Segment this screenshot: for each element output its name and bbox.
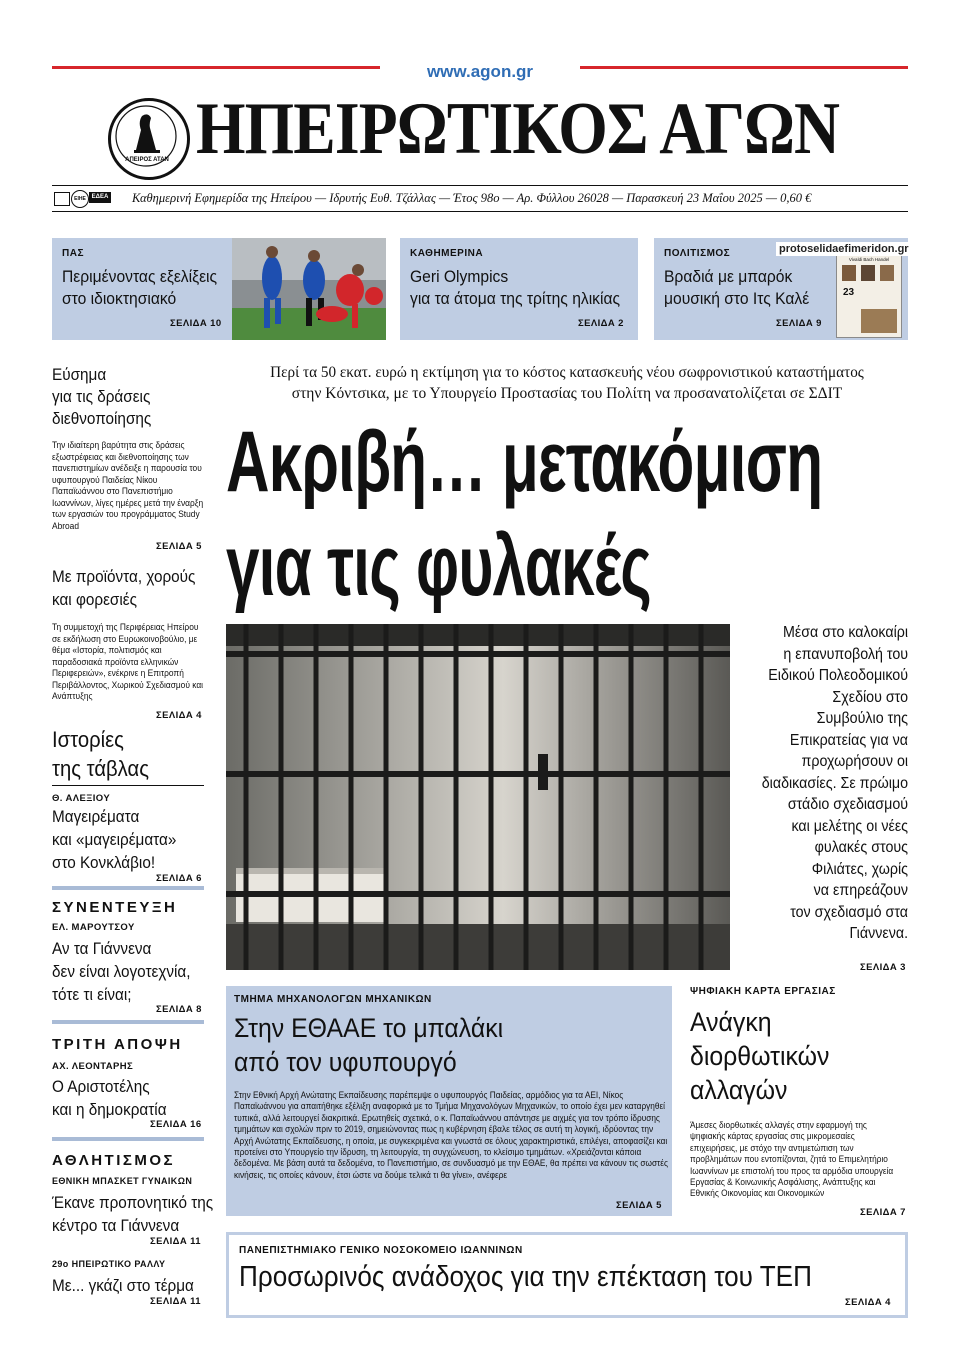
site-url[interactable]: www.agon.gr: [380, 62, 580, 82]
left-s1-head: Εύσημα: [52, 365, 107, 384]
lead-side-line: Μέσα στο καλοκαίρι: [782, 624, 908, 641]
left-rule: [52, 886, 204, 890]
bottom-section: ΠΑΝΕΠΙΣΤΗΜΙΑΚΟ ΓΕΝΙΚΟ ΝΟΣΟΚΟΜΕΙΟ ΙΩΑΝΝΙΝΩΝ: [239, 1245, 523, 1256]
issue-info: Καθημερινή Εφημερίδα της Ηπείρου — Ιδρυτής Ευθ. Τζάλλας — Έτος 98ο — Αρ. Φύλλου 26028 — Παρασκευή 23 Μαΐου 2025 — 0,60 €: [132, 191, 812, 205]
left-s5-title: και η δημοκρατία: [52, 1100, 167, 1119]
left-s4-title: τότε τι είναι;: [52, 985, 132, 1004]
harpsichord-image: [861, 309, 897, 333]
promo-section: ΠΑΣ: [62, 248, 84, 259]
left-s4-section: ΣΥΝΕΝΤΕΥΞΗ: [52, 899, 178, 916]
lead-side-line: Σχεδίου στο: [832, 688, 908, 706]
promo-title-line: μουσική στο Ιτς Καλέ: [664, 289, 810, 308]
masthead-title: ΗΠΕΙΡΩΤΙΚΟΣ ΑΓΩΝ: [196, 88, 840, 170]
lead-side-line: φυλακές στους: [814, 839, 908, 856]
lead-side-line: η επανυποβολή του: [783, 645, 908, 663]
left-s1-page: ΣΕΛΙΔΑ 5: [156, 541, 202, 552]
story-engineering[interactable]: [226, 986, 672, 1216]
promo-box-pas[interactable]: [52, 238, 386, 340]
promo-page: ΣΕΛΙΔΑ 10: [170, 318, 222, 329]
bottom-page: ΣΕΛΙΔΑ 4: [845, 1297, 891, 1308]
seal-logo: [108, 98, 190, 180]
info-rule-top: [52, 185, 908, 186]
left-s7-sub: 29ο ΗΠΕΙΡΩΤΙΚΟ ΡΑΛΛΥ: [52, 1259, 166, 1269]
portrait-vivaldi: [842, 265, 856, 281]
column-title-1: Ιστορίες: [52, 727, 124, 752]
story1-head: Στην ΕΘΑΑΕ το μπαλάκι: [234, 1013, 504, 1043]
lead-side-line: Ειδικού Πολεοδομικού: [768, 667, 908, 684]
story2-page: ΣΕΛΙΔΑ 7: [860, 1207, 906, 1218]
lead-side-line: Φιλιάτες, χωρίς: [811, 860, 908, 878]
promo-page: ΣΕΛΙΔΑ 2: [578, 318, 624, 329]
football-photo: [232, 238, 386, 340]
left-s6-title: κέντρο τα Γιάννενα: [52, 1216, 180, 1235]
lead-side-line: και μελέτης οι νέες: [791, 817, 908, 835]
lead-side-line: Συμβούλιο της: [816, 710, 908, 727]
left-s1-head: για τις δράσεις: [52, 387, 151, 406]
promo-title-line: στο ιδιοκτησιακό: [62, 289, 177, 308]
left-s6-section: ΑΘΛΗΤΙΣΜΟΣ: [52, 1152, 176, 1169]
left-s7-page: ΣΕΛΙΔΑ 11: [150, 1296, 201, 1307]
column-title-2: της τάβλας: [52, 756, 149, 781]
left-s4-author: ΕΛ. ΜΑΡΟΥΤΣΟΥ: [52, 922, 135, 933]
left-s5-title: Ο Αριστοτέλης: [52, 1077, 150, 1096]
lead-headline-line-2: για τις φυλακές: [226, 518, 651, 614]
left-s4-title: Αν τα Γιάννενα: [52, 939, 152, 958]
left-s1-head: διεθνοποίησης: [52, 409, 152, 428]
story2-head: αλλαγών: [690, 1075, 788, 1105]
left-s3-author: Θ. ΑΛΕΞΙΟΥ: [52, 793, 111, 804]
left-s4-page: ΣΕΛΙΔΑ 8: [156, 1004, 202, 1015]
left-s6-page: ΣΕΛΙΔΑ 11: [150, 1236, 201, 1247]
poster-title: Vivaldi Bach Handel: [848, 257, 890, 262]
lead-deck-line: Περί τα 50 εκατ. ευρώ η εκτίμηση για το κόστος κατασκευής νέου σωφρονιστικού καταστήματος: [270, 364, 864, 381]
left-s6-title: Έκανε προπονητικό της: [52, 1193, 214, 1212]
story2-section: ΨΗΦΙΑΚΗ ΚΑΡΤΑ ΕΡΓΑΣΙΑΣ: [690, 986, 836, 997]
lead-side-line: να επηρεάζουν: [813, 882, 908, 899]
lead-side-line: Επικρατείας για να: [789, 731, 908, 749]
badge-edea: ΕΔΕΑ: [89, 192, 111, 203]
poster-day: 23: [843, 287, 855, 298]
lead-side-line: στάδιο σχεδιασμού: [787, 796, 908, 813]
promo-section: ΚΑΘΗΜΕΡΙΝΑ: [410, 248, 484, 259]
press-badge-icon: [54, 192, 70, 206]
promo-title-line: Περιμένοντας εξελίξεις: [62, 267, 218, 286]
portrait-bach: [861, 265, 875, 281]
story2-head: Ανάγκη: [690, 1007, 772, 1037]
left-s2-page: ΣΕΛΙΔΑ 4: [156, 710, 202, 721]
story1-page: ΣΕΛΙΔΑ 5: [616, 1200, 662, 1211]
lead-side-text: [749, 622, 908, 945]
left-s1-body: Την ιδιαίτερη βαρύτητα στις δράσεις εξωστρέφειας και διεθνοποίησης των πανεπιστημίων ανέδειξε η παρουσία του υφυπουργού Παιδείας Νίκου Παπαϊωάννου στο Πανεπιστήμιο Ιωαννίνων, λίγες ημέρες μετά την έναρξη των εργασιών του προγράμματος Study Abroad: [52, 440, 204, 531]
left-s2-head: Με προϊόντα, χορούς: [52, 567, 196, 586]
lead-side-line: τον σχεδιασμό στα: [790, 903, 908, 921]
lead-deck: [226, 362, 908, 404]
portrait-handel: [880, 265, 894, 281]
left-rule: [52, 1137, 204, 1141]
promo-page: ΣΕΛΙΔΑ 9: [776, 318, 822, 329]
story1-body: Στην Εθνική Αρχή Ανώτατης Εκπαίδευσης παρέπεμψε ο υφυπουργός Παιδείας, αρμόδιος για τα ΑΕΙ, Νίκος Παπαϊωάννου για απαιτήθηκε εξέλιξη αναφορικά με το Τμήμα Μηχανολόγων Μηχανικών, το οποίο έχει μεν καταργηθεί τυπικά, αλλά λειτουργεί διακριτικά. Ερωτηθείς σχετικά, ο κ. Παπαϊωάννου απάντησε με αιχμές για τον τρόπο ίδρυσης τμημάτων και σχολών πριν το 2019, σημειώνοντας πως η κυβέρνηση έβαλε τέλος σε αυτή τη λογική, ιδρύοντας την Αρχή Ανώτατης Εκπαίδευσης, η οποία, με συγκεκριμένα και γνωστά σε όλους χαρακτηριστικά, επιλέγει, αποφασίζει και προτείνει στο Υπουργείο την ίδρυση, τη λειτουργία, τη συγχώνευση, το κλείσιμο τμημάτων. «Χρειάζονται κάποια δεδομένα. Με βάση αυτά τα δεδομένα, το Πανεπιστήμιο, σε συνδυασμό με την ΕΘΑΕ, θα πρέπει να κάνουν τις σωστές κινήσεις, τις οποίες κάνουν, έτσι ώστε να δούμε τελικά τι θα γίνει», ανέφερε: [234, 1090, 668, 1180]
left-s6-sub: ΕΘΝΙΚΗ ΜΠΑΣΚΕΤ ΓΥΝΑΙΚΩΝ: [52, 1176, 193, 1186]
story2-head: διορθωτικών: [690, 1041, 830, 1071]
hospital-story[interactable]: [226, 1232, 908, 1318]
left-s5-author: ΑΧ. ΛΕΟΝΤΑΡΗΣ: [52, 1061, 134, 1072]
story2-body: Άμεσες διορθωτικές αλλαγές στην εφαρμογή της ψηφιακής κάρτας εργασίας στις μικρομεσαίες επιχειρήσεις, με στόχο την αντιμετώπιση των προβλημάτων που εντοπίζονται, ζητά το Επιμελητήριο Ιωαννίνων με επιστολή του προς τα αρμόδια υπουργεία Εργασίας & Κοινωνικής Ασφάλισης, Ανάπτυξης και Εθνικής Οικονομίας και Οικονομικών: [690, 1120, 894, 1199]
left-s3-page: ΣΕΛΙΔΑ 6: [156, 873, 202, 884]
left-s5-section: ΤΡΙΤΗ ΑΠΟΨΗ: [52, 1036, 183, 1053]
lead-page: ΣΕΛΙΔΑ 3: [860, 962, 906, 973]
lead-side-line: Γιάννενα.: [849, 925, 908, 942]
prison-cell-photo: [226, 624, 730, 970]
column-rule: [52, 785, 204, 786]
left-s2-body: Τη συμμετοχή της Περιφέρειας Ηπείρου σε εκδήλωση στο Ευρωκοινοβούλιο, με θέμα «Ιστορία, πολιτισμός και παραδοσιακά προϊόντα ελληνικών Περιφερειών», ενέκρινε η Επιτροπή Περιβάλλοντος, Χωρικού Σχεδιασμού και Ανάπτυξης: [52, 622, 204, 701]
promo-title-line: Βραδιά με μπαρόκ: [664, 267, 793, 286]
promo-section: ΠΟΛΙΤΙΣΜΟΣ: [664, 248, 731, 259]
left-s5-page: ΣΕΛΙΔΑ 16: [150, 1119, 202, 1130]
promo-box-kathimerina[interactable]: [400, 238, 638, 340]
lead-side-line: διαδικασίες. Σε πρώιμο: [761, 774, 908, 792]
story1-section: ΤΜΗΜΑ ΜΗΧΑΝΟΛΟΓΩΝ ΜΗΧΑΝΙΚΩΝ: [234, 994, 432, 1005]
promo-title-line: Geri Olympics: [410, 267, 509, 286]
bottom-head: Προσωρινός ανάδοχος για την επέκταση του ΤΕΠ: [239, 1261, 812, 1293]
left-s7-title: Με... γκάζι στο τέρμα: [52, 1276, 194, 1295]
left-rule: [52, 1020, 204, 1024]
left-s3-title: στο Κονκλάβιο!: [52, 853, 156, 872]
left-s3-title: και «μαγειρέματα»: [52, 830, 177, 849]
left-s3-title: Μαγειρέματα: [52, 807, 140, 826]
info-rule-bottom: [52, 211, 908, 212]
badge-eihe: ΕΙΗΕ: [71, 190, 89, 208]
lead-headline-line-1: Ακριβή… μετακόμιση: [226, 414, 823, 510]
seal-text: ΑΠΕΙΡΟΣ ΑΤΑΝ: [125, 157, 169, 163]
lead-side-line: προχωρήσουν οι: [801, 753, 908, 770]
story1-head: από τον υφυπουργό: [234, 1047, 457, 1077]
left-s4-title: δεν είναι λογοτεχνία,: [52, 962, 191, 981]
lead-deck-line: στην Κόντσικα, με το Υπουργείο Προστασίας του Πολίτη να προσανατολίζεται σε ΣΔΙΤ: [291, 385, 843, 402]
concert-poster: [836, 252, 902, 338]
promo-title-line: για τα άτομα της τρίτης ηλικίας: [410, 289, 621, 308]
watermark[interactable]: protoselidaefimeridon.gr: [776, 242, 912, 256]
left-s2-head: και φορεσιές: [52, 590, 137, 609]
